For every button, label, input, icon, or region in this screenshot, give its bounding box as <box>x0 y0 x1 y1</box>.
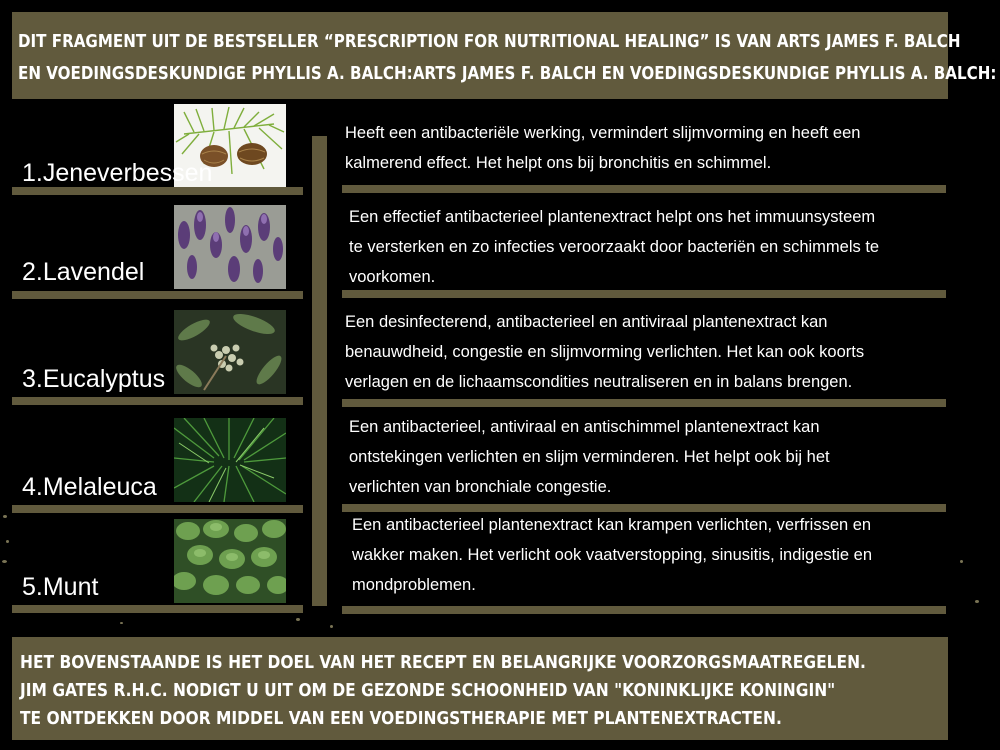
description-line: mondproblemen. <box>352 576 476 594</box>
header-line-2: EN VOEDINGSDESKUNDIGE PHYLLIS A. BALCH:ARTS JAMES F. BALCH EN VOEDINGSDESKUNDIGE PHYLLIS A. BALCH: <box>18 63 997 84</box>
herb-divider-left <box>12 505 303 513</box>
speck <box>2 560 7 563</box>
description-line: Een desinfecterend, antibacterieel en antiviraal plantenextract kan <box>345 313 828 331</box>
herb-description <box>345 118 955 178</box>
description-line: Een antibacterieel, antiviraal en antischimmel plantenextract kan <box>349 418 820 436</box>
herb-description <box>352 510 962 600</box>
melaleuca-needles-icon <box>174 418 286 502</box>
description-line: Heeft een antibacteriële werking, vermindert slijmvorming en heeft een <box>345 124 861 142</box>
herb-description <box>349 202 959 292</box>
herb-divider-left <box>12 291 303 299</box>
speck <box>960 560 963 563</box>
herb-label: 5.Munt <box>22 573 99 601</box>
speck <box>6 540 9 543</box>
herb-divider-left <box>12 187 303 195</box>
herb-description <box>349 412 959 502</box>
herb-divider-right <box>342 399 946 407</box>
vertical-divider <box>312 136 327 606</box>
description-line: te versterken en zo infecties veroorzaakt door bacteriën en schimmels te <box>349 238 880 256</box>
description-line: verlagen en de lichaamscondities neutraliseren en in balans brengen. <box>345 373 853 391</box>
speck <box>975 600 979 603</box>
herb-divider-left <box>12 397 303 405</box>
header-banner <box>12 12 997 99</box>
herb-label: 2.Lavendel <box>22 258 145 286</box>
description-line: kalmerend effect. Het helpt ons bij bronchitis en schimmel. <box>345 154 772 172</box>
herb-divider-right <box>342 606 946 614</box>
speck <box>296 618 300 621</box>
description-line: Een effectief antibacterieel plantenextract helpt ons het immuunsysteem <box>349 208 876 226</box>
herb-divider-right <box>342 185 946 193</box>
footer-line-1: HET BOVENSTAANDE IS HET DOEL VAN HET RECEPT EN BELANGRIJKE VOORZORGSMAATREGELEN. <box>20 652 866 673</box>
description-line: voorkomen. <box>349 268 436 286</box>
herb-description <box>345 307 955 397</box>
herb-label: 3.Eucalyptus <box>22 365 166 393</box>
mint-leaves-icon <box>174 519 286 603</box>
description-line: verlichten van bronchiale congestie. <box>349 478 612 496</box>
description-line: ontstekingen verlichten en slijm verminderen. Het helpt ook bij het <box>349 448 830 466</box>
lavender-flowers-icon <box>174 205 286 289</box>
speck <box>330 625 333 628</box>
speck <box>120 622 123 624</box>
description-line: Een antibacterieel plantenextract kan krampen verlichten, verfrissen en <box>352 516 872 534</box>
herb-divider-right <box>342 290 946 298</box>
herb-label: 4.Melaleuca <box>22 473 157 501</box>
description-line: benauwdheid, congestie en slijmvorming verlichten. Het kan ook koorts <box>345 343 865 361</box>
herb-divider-left <box>12 605 303 613</box>
speck <box>3 515 7 518</box>
footer-banner <box>12 637 948 740</box>
header-line-1: DIT FRAGMENT UIT DE BESTSELLER “PRESCRIPTION FOR NUTRITIONAL HEALING” IS VAN ARTS JAMES F. BALCH <box>18 31 961 52</box>
herb-label: 1.Jeneverbessen <box>22 159 213 187</box>
description-line: wakker maken. Het verlicht ook vaatverstopping, sinusitis, indigestie en <box>352 546 872 564</box>
footer-line-2: JIM GATES R.H.C. NODIGT U UIT OM DE GEZONDE SCHOONHEID VAN "KONINKLIJKE KONINGIN" <box>20 680 836 701</box>
eucalyptus-leaves-icon <box>174 310 286 394</box>
footer-line-3: TE ONTDEKKEN DOOR MIDDEL VAN EEN VOEDINGSTHERAPIE MET PLANTENEXTRACTEN. <box>20 708 782 729</box>
